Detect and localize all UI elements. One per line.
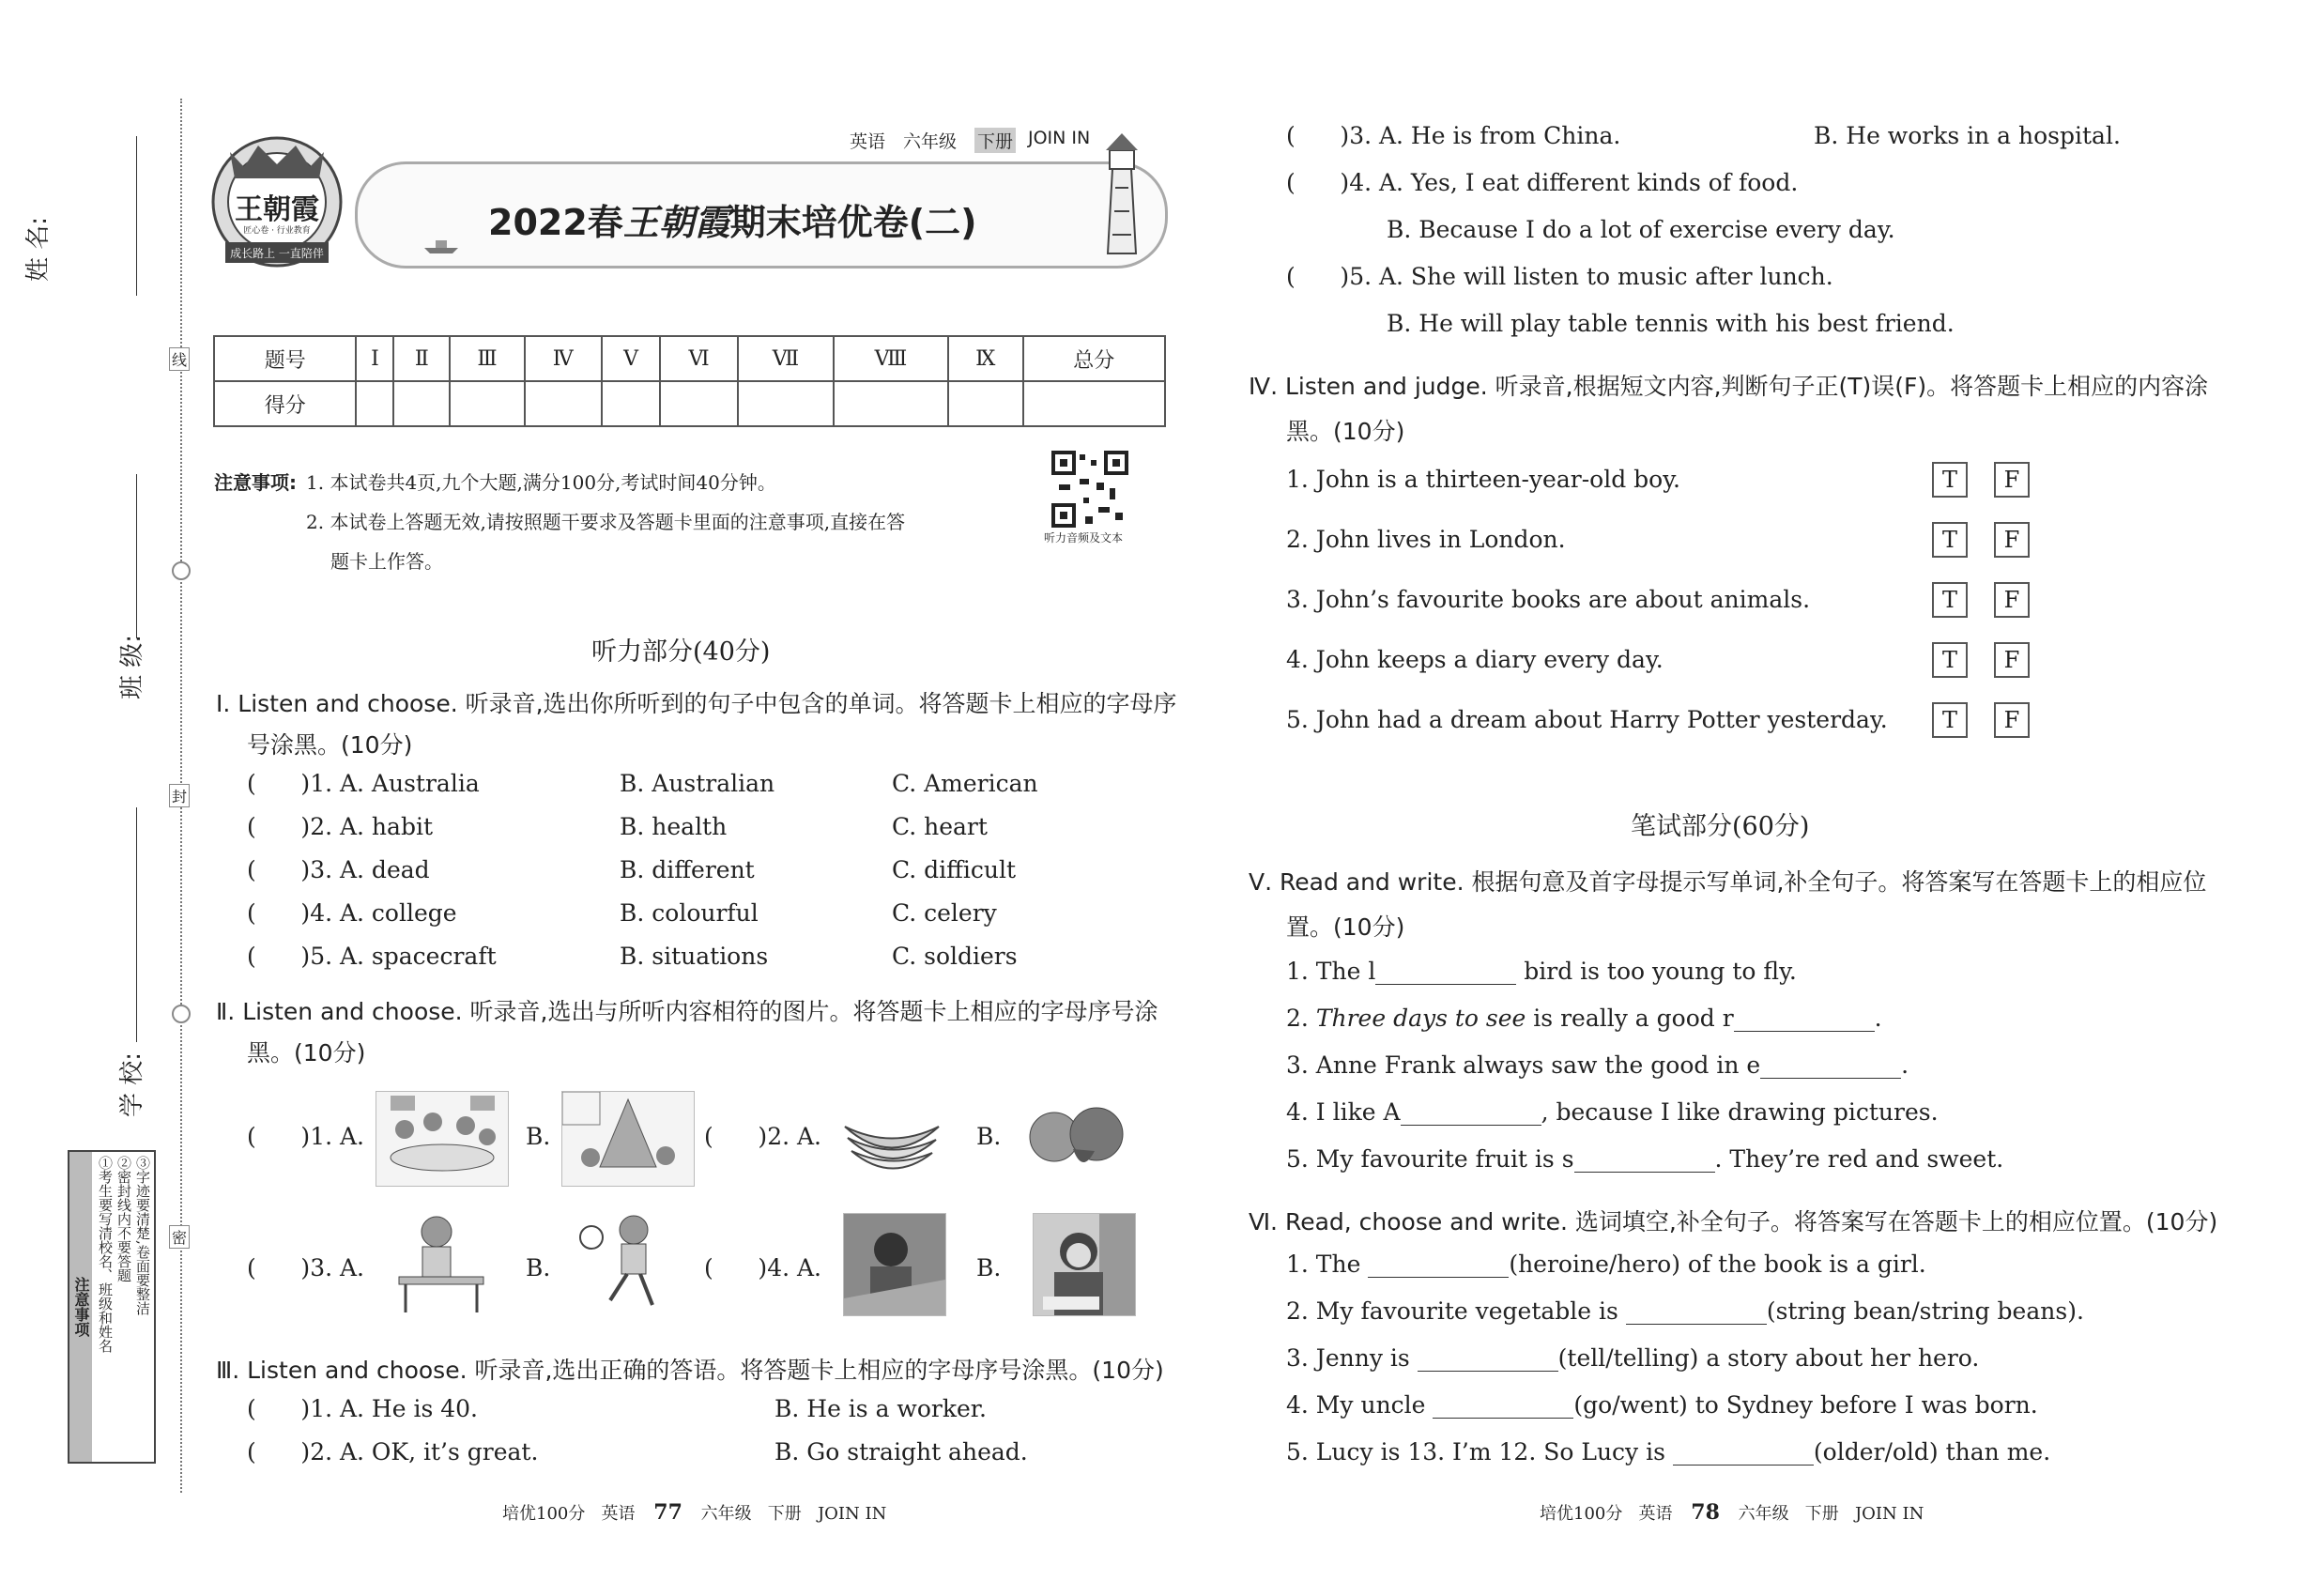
notes-item-1: 1. 本试卷共4页,九个大题,满分100分,考试时间40分钟。 [306, 471, 776, 494]
s1-q1-a: ( )1. A. Australia [247, 770, 480, 797]
s1-q1-b: B. Australian [620, 770, 775, 797]
score-table [213, 335, 1166, 427]
section2-heading-b: 黑。(10分) [247, 1039, 366, 1067]
page-title [488, 193, 977, 245]
s4-item-4: 4. John keeps a diary every day. [1286, 646, 1664, 673]
s2-q4-b-label: B. [976, 1254, 1002, 1281]
notes-item-2a: 2. 本试卷上答题无效,请按照题干要求及答题卡里面的注意事项,直接在答 [306, 511, 906, 533]
score-cell[interactable] [602, 381, 661, 426]
s5-item-1-pre: 1. The l [1286, 958, 1376, 985]
s6-item-4-pre: 4. My uncle [1286, 1391, 1434, 1419]
lighthouse-icon [1080, 122, 1164, 263]
s5-item-1-blank[interactable] [1375, 961, 1516, 985]
writing-section-title: 笔试部分(60分) [1631, 812, 1810, 841]
s4-item-5: 5. John had a dream about Harry Potter yesterday. [1286, 706, 1888, 733]
score-table-header-row [214, 336, 1165, 381]
s4-item-1-false[interactable]: F [1994, 462, 2030, 498]
logo-badge [207, 131, 347, 272]
s2-q3-b-label: B. [526, 1254, 551, 1281]
s6-item-2-pre: 2. My favourite vegetable is [1286, 1297, 1626, 1325]
score-cell[interactable] [393, 381, 450, 426]
s3-q5-b: B. He will play table tennis with his best friend. [1387, 310, 1955, 337]
header-tag-subject: 英语 [850, 131, 886, 152]
section6-heading: Ⅵ. Read, choose and write. 选词填空,补全句子。将答案写在答题卡上的相应位置。(10分) [1249, 1208, 2218, 1235]
sidebar-notice-item-2: ②密封线内不要答题 [115, 1156, 132, 1282]
s4-item-5-false[interactable]: F [1994, 702, 2030, 738]
listening-section-title: 听力部分(40分) [591, 637, 771, 667]
score-header-cell: Ⅷ [834, 336, 948, 381]
s1-q3-b: B. different [620, 856, 755, 883]
name-label: 姓 名: [24, 216, 53, 282]
section5-heading-a: Ⅴ. Read and write. 根据句意及首字母提示写单词,补全句子。将答案写在答题卡上的相应位 [1249, 868, 2207, 896]
cut-char-2: 封 [169, 784, 190, 807]
s1-q1-c: C. American [892, 770, 1038, 797]
score-header-cell: 总分 [1023, 336, 1166, 381]
qr-caption: 听力音频及文本 [1044, 531, 1124, 545]
s3-q2-a: ( )2. A. OK, it’s great. [247, 1438, 539, 1466]
class-label: 班 级: [118, 634, 146, 699]
score-cell[interactable] [450, 381, 525, 426]
name-field[interactable] [136, 136, 137, 296]
s5-item-4 [1286, 1098, 1939, 1126]
school-label: 学 校: [118, 1051, 146, 1117]
cut-char-3: 密 [169, 1225, 190, 1249]
score-cell[interactable] [660, 381, 737, 426]
s5-item-5 [1286, 1145, 2003, 1173]
s6-item-2-blank[interactable] [1626, 1301, 1767, 1325]
s6-item-1-blank[interactable] [1368, 1254, 1509, 1278]
s6-item-4 [1286, 1391, 2038, 1419]
boy-playing-football-icon [573, 1211, 676, 1314]
ear-icon-2 [172, 1005, 191, 1023]
s3-q2-b: B. Go straight ahead. [774, 1438, 1028, 1466]
s2-q2-a-image [840, 1098, 943, 1174]
qr-code-icon[interactable] [1051, 451, 1128, 528]
s6-item-1-pre: 1. The [1286, 1251, 1369, 1278]
score-header-cell: 题号 [214, 336, 356, 381]
anne-frank-portrait-icon [1034, 1214, 1135, 1315]
school-field[interactable] [136, 807, 137, 1042]
score-cell[interactable] [948, 381, 1023, 426]
s1-q4-b: B. colourful [620, 899, 759, 927]
fruits-icon [1021, 1095, 1134, 1179]
s1-q2-a: ( )2. A. habit [247, 813, 433, 840]
s5-item-2-pre: is really a good r [1526, 1005, 1734, 1032]
score-header-cell: Ⅰ [356, 336, 393, 381]
sidebar-notice-item-3: ③字迹要清楚,卷面要整洁 [134, 1156, 151, 1315]
score-header-cell: Ⅴ [602, 336, 661, 381]
s2-q3-a-image [394, 1211, 488, 1314]
ear-icon-1 [172, 561, 191, 580]
score-header-cell: Ⅵ [660, 336, 737, 381]
score-header-cell: Ⅶ [738, 336, 834, 381]
s5-item-2-blank[interactable] [1734, 1008, 1875, 1032]
s2-q1-label: ( )1. A. [247, 1123, 364, 1150]
s3-q1-b: B. He is a worker. [774, 1395, 987, 1422]
s4-item-1-true[interactable]: T [1932, 462, 1968, 498]
score-cell[interactable] [834, 381, 948, 426]
s5-item-4-pre: 4. I like A [1286, 1098, 1401, 1126]
s6-item-1 [1286, 1251, 1926, 1278]
s2-q2-b-image [1021, 1095, 1134, 1179]
s6-item-3-post: (tell/telling) a story about her hero. [1557, 1344, 1980, 1372]
s2-q4-a-image [843, 1213, 946, 1316]
farmer-portrait-icon [844, 1214, 945, 1315]
s6-item-5-pre: 5. Lucy is 13. I’m 12. So Lucy is [1286, 1438, 1673, 1466]
s5-item-2-post: . [1874, 1005, 1882, 1032]
cut-char-1: 线 [169, 347, 190, 371]
score-row-label: 得分 [214, 381, 356, 426]
section5-heading-b: 置。(10分) [1286, 913, 1405, 941]
s1-q3-a: ( )3. A. dead [247, 856, 430, 883]
s6-item-2-post: (string bean/string beans). [1766, 1297, 2084, 1325]
s4-item-3: 3. John’s favourite books are about animals. [1286, 586, 1811, 613]
score-table-score-row [214, 381, 1165, 426]
sidebar-notice-title: 注意事项 [69, 1152, 92, 1462]
s2-q1-b-image [561, 1091, 695, 1187]
s5-item-5-blank[interactable] [1574, 1149, 1715, 1173]
score-header-cell: Ⅱ [393, 336, 450, 381]
section1-heading-a: Ⅰ. Listen and choose. 听录音,选出你所听到的句子中包含的单词。将答题卡上相应的字母序 [216, 690, 1177, 717]
section4-heading-b: 黑。(10分) [1286, 418, 1405, 445]
s3-q5-a: ( )5. A. She will listen to music after lunch. [1286, 263, 1833, 290]
score-header-cell: Ⅳ [525, 336, 602, 381]
s4-item-1: 1. John is a thirteen-year-old boy. [1286, 466, 1680, 493]
s5-item-4-blank[interactable] [1401, 1102, 1541, 1126]
header-tag-grade: 六年级 [903, 131, 958, 152]
score-cell[interactable] [1023, 381, 1166, 426]
section2-heading-a: Ⅱ. Listen and choose. 听录音,选出与所听内容相符的图片。将答题卡上相应的字母序号涂 [216, 998, 1158, 1025]
s5-item-2-num: 2. [1286, 1005, 1316, 1032]
family-dinner-icon [376, 1092, 508, 1186]
s4-item-3-true[interactable]: T [1932, 582, 1968, 618]
score-header-cell: Ⅸ [948, 336, 1023, 381]
logo-text: 王朝霞 [235, 193, 319, 226]
footer-left-post: 六年级 下册 JOIN IN [700, 1504, 887, 1524]
s5-item-3 [1286, 1051, 1909, 1079]
s6-item-4-post: (go/went) to Sydney before I was born. [1573, 1391, 2038, 1419]
s6-item-3-blank[interactable] [1418, 1348, 1558, 1372]
s5-item-1 [1286, 958, 1797, 985]
s4-item-4-true[interactable]: T [1932, 642, 1968, 678]
s5-item-1-post: bird is too young to fly. [1516, 958, 1797, 985]
s2-q3-b-image [573, 1211, 676, 1314]
s2-q4-label: ( )4. A. [704, 1254, 821, 1281]
score-cell[interactable] [356, 381, 393, 426]
title-prefix: 2022春 [488, 202, 623, 243]
section3-heading: Ⅲ. Listen and choose. 听录音,选出正确的答语。将答题卡上相应的字母序号涂黑。(10分) [216, 1357, 1164, 1384]
s3-q3-b: B. He works in a hospital. [1814, 122, 2121, 149]
notes-item-2b: 题卡上作答。 [330, 550, 443, 573]
s1-q5-b: B. situations [620, 943, 769, 970]
s6-item-3 [1286, 1344, 1979, 1372]
bananas-icon [840, 1098, 943, 1174]
s2-q4-b-image [1033, 1213, 1136, 1316]
s1-q4-a: ( )4. A. college [247, 899, 457, 927]
s5-item-5-pre: 5. My favourite fruit is s [1286, 1145, 1574, 1173]
s6-item-2 [1286, 1297, 2084, 1325]
s3-q4-a: ( )4. A. Yes, I eat different kinds of food. [1286, 169, 1799, 196]
sidebar-notice-item-1: ①考生要写清校名、班级和姓名 [97, 1156, 114, 1353]
s1-q2-c: C. heart [892, 813, 988, 840]
s5-item-3-blank[interactable] [1760, 1055, 1901, 1079]
s1-q5-c: C. soldiers [892, 943, 1018, 970]
s5-item-4-post: , because I like drawing pictures. [1541, 1098, 1939, 1126]
s5-item-3-post: . [1901, 1051, 1909, 1079]
s2-q2-label: ( )2. A. [704, 1123, 821, 1150]
s3-q4-b: B. Because I do a lot of exercise every day. [1387, 216, 1895, 243]
title-suffix: 期末培优卷(二) [729, 202, 977, 243]
title-brand: 王朝霞 [622, 201, 730, 243]
s2-q3-label: ( )3. A. [247, 1254, 364, 1281]
ship-icon [422, 237, 460, 255]
s4-item-2-false[interactable]: F [1994, 522, 2030, 558]
score-cell[interactable] [738, 381, 834, 426]
s2-q2-b-label: B. [976, 1123, 1002, 1150]
footer-right-pre: 培优100分 英语 [1540, 1504, 1673, 1524]
s2-q1-b-label: B. [526, 1123, 551, 1150]
s6-item-3-pre: 3. Jenny is [1286, 1344, 1418, 1372]
s6-item-5-post: (older/old) than me. [1813, 1438, 2051, 1466]
s3-q3-a: ( )3. A. He is from China. [1286, 122, 1621, 149]
s6-item-1-post: (heroine/hero) of the book is a girl. [1509, 1251, 1926, 1278]
s6-item-5-blank[interactable] [1673, 1442, 1814, 1466]
header-tag-term: 下册 [974, 128, 1016, 153]
score-cell[interactable] [525, 381, 602, 426]
footer-left-pre: 培优100分 英语 [502, 1504, 636, 1524]
s6-item-5 [1286, 1438, 2050, 1466]
s2-q1-a-image [376, 1091, 509, 1187]
s4-item-2-true[interactable]: T [1932, 522, 1968, 558]
boy-at-desk-icon [394, 1211, 488, 1314]
logo-slogan-bottom: 成长路上 一直陪伴 [230, 247, 324, 260]
class-field[interactable] [136, 474, 137, 638]
footer-left [502, 1500, 886, 1525]
christmas-party-icon [562, 1092, 694, 1186]
s5-item-5-post: . They’re red and sweet. [1714, 1145, 2004, 1173]
s4-item-5-true[interactable]: T [1932, 702, 1968, 738]
sidebar-notice-box [68, 1150, 156, 1464]
binding-margin [0, 0, 188, 1596]
s4-item-4-false[interactable]: F [1994, 642, 2030, 678]
s3-q1-a: ( )1. A. He is 40. [247, 1395, 479, 1422]
s1-q4-c: C. celery [892, 899, 997, 927]
s5-item-3-pre: 3. Anne Frank always saw the good in e [1286, 1051, 1761, 1079]
score-header-cell: Ⅲ [450, 336, 525, 381]
logo-slogan-top: 匠心卷 · 行业教育 [243, 226, 311, 236]
s1-q5-a: ( )5. A. spacecraft [247, 943, 497, 970]
s1-q2-b: B. health [620, 813, 728, 840]
s6-item-4-blank[interactable] [1433, 1395, 1573, 1419]
footer-right [1540, 1500, 1924, 1525]
header-tag-book: JOIN IN [1028, 128, 1091, 148]
s4-item-3-false[interactable]: F [1994, 582, 2030, 618]
section1-heading-b: 号涂黑。(10分) [247, 731, 413, 759]
notes-label: 注意事项: [214, 471, 297, 494]
footer-right-page: 78 [1691, 1500, 1720, 1525]
s5-item-2 [1286, 1005, 1882, 1032]
section4-heading-a: Ⅳ. Listen and judge. 听录音,根据短文内容,判断句子正(T)误(F)。将答题卡上相应的内容涂 [1249, 373, 2209, 400]
s1-q3-c: C. difficult [892, 856, 1017, 883]
footer-left-page: 77 [653, 1500, 682, 1525]
footer-right-post: 六年级 下册 JOIN IN [1738, 1504, 1924, 1524]
s4-item-2: 2. John lives in London. [1286, 526, 1566, 553]
s5-item-2-italic: Three days to see [1315, 1005, 1526, 1032]
